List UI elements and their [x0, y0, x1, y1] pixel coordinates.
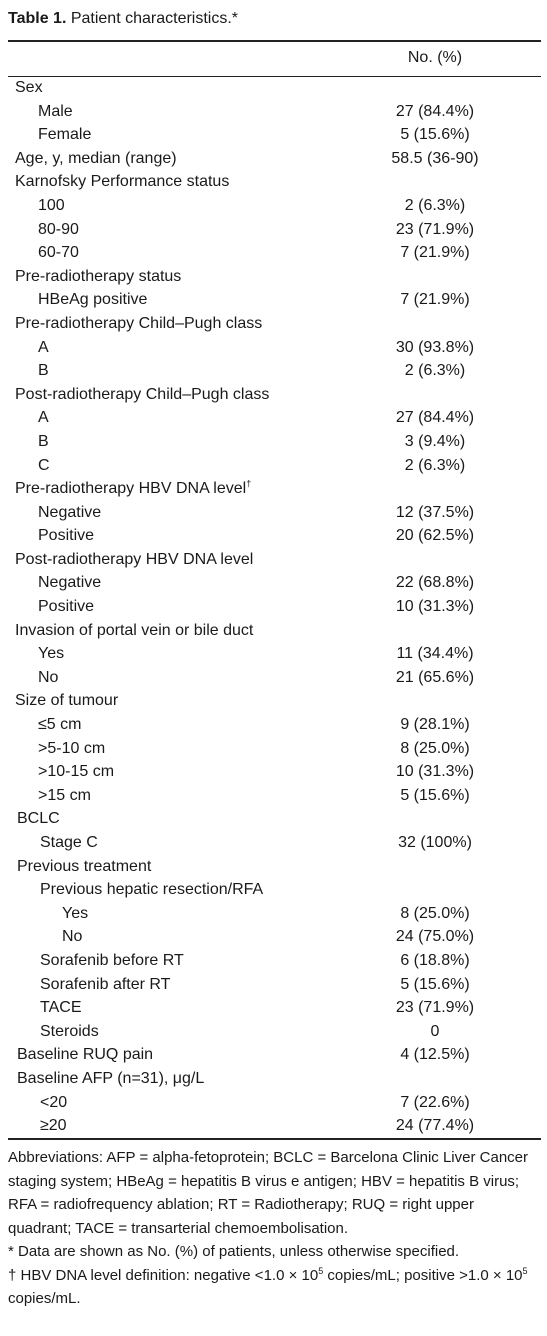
abbreviations-note: Abbreviations: AFP = alpha-fetoprotein; BCLC = Barcelona Clinic Liver Cancer staging system; HBeAg = hepatitis B virus e antigen; HBV = hepatitis B virus; RFA = radiofrequency ablation; RT = Radiotherapy; RUQ = right upper quadrant; TACE = transarterial chemoembolisation.: [8, 1149, 528, 1237]
table-row: [0, 430, 547, 454]
table-row: [0, 524, 547, 548]
row-value: 8 (25.0%): [400, 904, 470, 922]
row-value: 7 (21.9%): [400, 291, 470, 309]
row-value: 8 (25.0%): [400, 739, 470, 757]
row-label: Karnofsky Performance status: [15, 173, 230, 191]
table-row: [0, 760, 547, 784]
row-label: >15 cm: [38, 786, 91, 804]
row-label: Sorafenib after RT: [40, 975, 171, 993]
row-label: ≤5 cm: [38, 716, 82, 734]
row-label: Invasion of portal vein or bile duct: [15, 621, 254, 639]
row-label: <20: [40, 1093, 68, 1111]
row-label: >10-15 cm: [38, 763, 115, 781]
row-value: 0: [430, 1022, 440, 1040]
table-row: [0, 784, 547, 808]
table-row: [0, 76, 547, 100]
row-value: 24 (75.0%): [395, 928, 475, 946]
row-label: Positive: [38, 598, 95, 616]
row-value: 58.5 (36-90): [391, 149, 479, 167]
row-value: 27 (84.4%): [395, 409, 475, 427]
row-label: Previous treatment: [17, 857, 152, 875]
row-value: 30 (93.8%): [395, 338, 475, 356]
row-label: TACE: [40, 999, 82, 1017]
row-label: Pre-radiotherapy HBV DNA level†: [15, 478, 252, 498]
row-label: B: [38, 432, 49, 450]
row-label: BCLC: [17, 810, 60, 828]
row-value: 2 (6.3%): [404, 362, 466, 380]
bottom-rule: [8, 1138, 541, 1140]
table-row: [0, 383, 547, 407]
footnote-marker: †: [246, 478, 252, 489]
table-row: [0, 949, 547, 973]
table-row: [0, 595, 547, 619]
row-value: 23 (71.9%): [395, 220, 475, 238]
table-row: [0, 807, 547, 831]
row-label: C: [38, 456, 50, 474]
row-value: 5 (15.6%): [400, 786, 470, 804]
table-row: [0, 265, 547, 289]
table-caption: [8, 9, 238, 29]
table-row: [0, 973, 547, 997]
table-row: [0, 1020, 547, 1044]
table-footnotes: [8, 1146, 541, 1311]
table-number: Table 1.: [8, 10, 67, 27]
table-row: [0, 925, 547, 949]
row-value: 27 (84.4%): [395, 102, 475, 120]
table-row: [0, 194, 547, 218]
table-row: [0, 123, 547, 147]
row-value: 12 (37.5%): [395, 503, 475, 521]
table-row: [0, 831, 547, 855]
row-value: 7 (21.9%): [400, 244, 470, 262]
row-label: Baseline AFP (n=31), μg/L: [17, 1069, 205, 1087]
table-row: [0, 713, 547, 737]
row-label: 100: [38, 196, 65, 214]
table-row: [0, 501, 547, 525]
row-label: 80-90: [38, 220, 79, 238]
table-row: [0, 100, 547, 124]
row-value: 2 (6.3%): [404, 196, 466, 214]
row-value: 22 (68.8%): [395, 574, 475, 592]
table-row: [0, 571, 547, 595]
row-label: Steroids: [40, 1022, 99, 1040]
row-value: 20 (62.5%): [395, 527, 475, 545]
row-label: Sex: [15, 79, 43, 96]
table-row: [0, 477, 547, 501]
star-footnote: * Data are shown as No. (%) of patients, unless otherwise specified.: [8, 1243, 460, 1260]
row-value: 32 (100%): [398, 834, 472, 851]
top-rule: [8, 40, 541, 42]
row-label: >5-10 cm: [38, 739, 106, 757]
table-row: [0, 737, 547, 761]
table-row: [0, 548, 547, 572]
table-row: [0, 241, 547, 265]
table-row: [0, 1067, 547, 1091]
row-value: 24 (77.4%): [395, 1117, 475, 1135]
table-row: [0, 619, 547, 643]
row-label: HBeAg positive: [38, 291, 148, 309]
row-value: 3 (9.4%): [404, 432, 466, 450]
table-row: [0, 359, 547, 383]
table-row: [0, 642, 547, 666]
row-value: 4 (12.5%): [400, 1046, 470, 1064]
table-body: [0, 76, 547, 1138]
row-value: 21 (65.6%): [395, 668, 475, 686]
table-row: [0, 170, 547, 194]
row-label: ≥20: [40, 1117, 67, 1135]
row-label: Female: [38, 126, 92, 144]
row-value: 10 (31.3%): [395, 598, 475, 616]
row-label: Pre-radiotherapy Child–Pugh class: [15, 314, 263, 332]
dagger-footnote: † HBV DNA level definition: negative $<1.0 \times 10^5$ copies/mL; positive $>1.0 \times 10^5$ copies/mL.: [8, 1265, 528, 1307]
row-value: 23 (71.9%): [395, 999, 475, 1017]
row-label: Post-radiotherapy HBV DNA level: [15, 550, 254, 568]
row-label: B: [38, 362, 49, 380]
row-label: Negative: [38, 503, 102, 521]
row-label: Male: [38, 102, 73, 120]
row-label: Yes: [38, 645, 65, 663]
row-label: Sorafenib before RT: [40, 951, 184, 969]
row-label: 60-70: [38, 244, 79, 262]
table-title: Patient characteristics.*: [66, 10, 239, 27]
row-value: 5 (15.6%): [400, 126, 470, 144]
row-label: Pre-radiotherapy status: [15, 267, 182, 285]
row-label: Stage C: [40, 834, 98, 851]
row-label: A: [38, 338, 49, 356]
row-value: 7 (22.6%): [400, 1093, 470, 1111]
row-label: Post-radiotherapy Child–Pugh class: [15, 385, 270, 403]
row-label: Yes: [62, 904, 89, 922]
row-value: 5 (15.6%): [400, 975, 470, 993]
table-row: [0, 878, 547, 902]
table-row: [0, 288, 547, 312]
table-row: [0, 406, 547, 430]
row-label: Size of tumour: [15, 692, 119, 710]
table-row: [0, 996, 547, 1020]
row-label: Negative: [38, 574, 102, 592]
table-row: [0, 902, 547, 926]
row-value: 9 (28.1%): [400, 716, 470, 734]
table-row: [0, 218, 547, 242]
table-row: [0, 1043, 547, 1067]
row-label: Positive: [38, 527, 95, 545]
table-row: [0, 1114, 547, 1138]
row-label: Baseline RUQ pain: [17, 1046, 154, 1064]
row-label: A: [38, 409, 49, 427]
row-value: 6 (18.8%): [400, 951, 470, 969]
row-label: No: [38, 668, 59, 686]
table-row: [0, 689, 547, 713]
row-value: 2 (6.3%): [404, 456, 466, 474]
row-value: 10 (31.3%): [395, 763, 475, 781]
table-row: [0, 1091, 547, 1115]
table-row: [0, 147, 547, 171]
row-label: No: [62, 928, 83, 946]
table-row: [0, 454, 547, 478]
column-header: No. (%): [407, 49, 463, 66]
row-label: Age, y, median (range): [15, 149, 177, 167]
row-label: Previous hepatic resection/RFA: [40, 881, 264, 899]
table-row: [0, 855, 547, 879]
table-row: [0, 336, 547, 360]
table-row: [0, 666, 547, 690]
table-row: [0, 312, 547, 336]
row-value: 11 (34.4%): [396, 645, 474, 663]
